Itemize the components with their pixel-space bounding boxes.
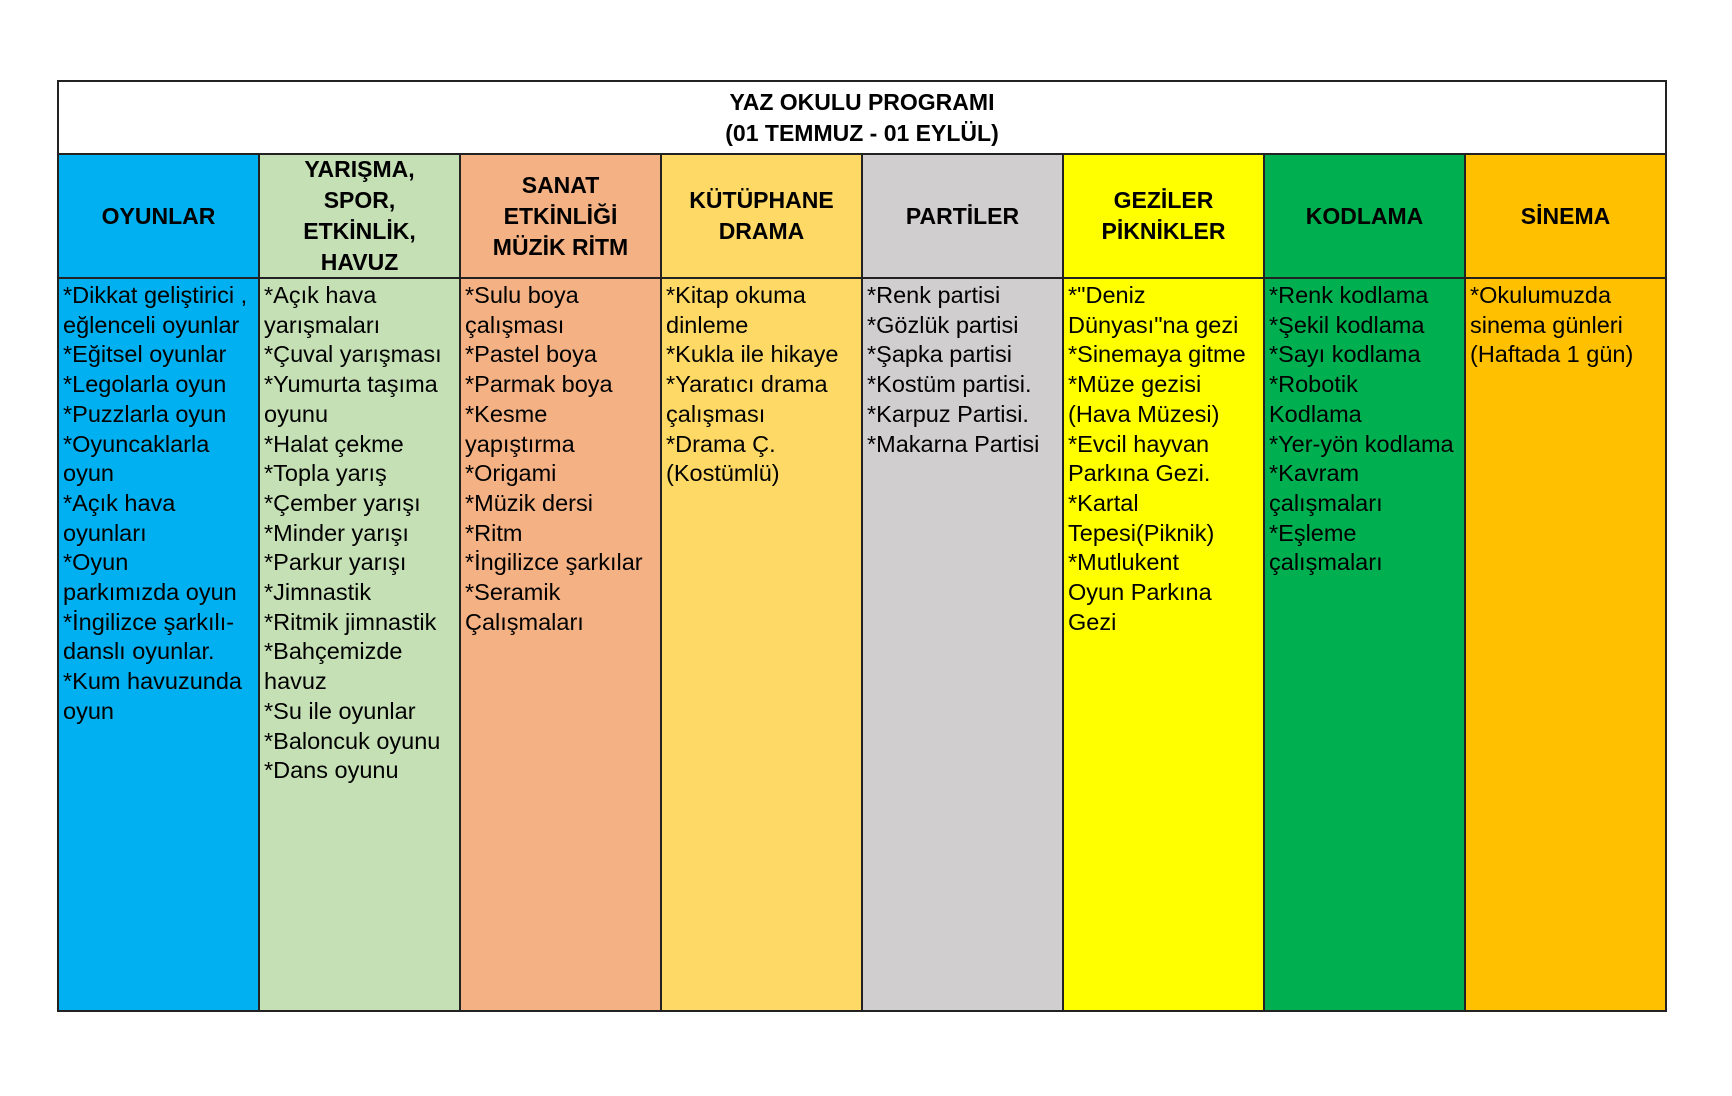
list-item: *Yaratıcı drama çalışması	[666, 371, 828, 427]
list-item: *Baloncuk oyunu	[264, 727, 441, 754]
list-item: *Çuval yarışması	[264, 341, 442, 368]
list-item: *Dans oyunu	[264, 757, 399, 784]
column-body	[1265, 279, 1464, 1010]
list-item: *Açık hava yarışmaları	[264, 282, 381, 338]
list-item: *Kesme yapıştırma	[465, 400, 575, 457]
list-item: *Halat çekme	[264, 430, 404, 457]
list-item: *Eşleme çalışmaları	[1269, 519, 1383, 576]
list-item: *"Deniz Dünyası"na gezi	[1068, 282, 1239, 338]
column-coding	[1265, 155, 1466, 1010]
list-item: *Makarna Partisi	[867, 430, 1040, 457]
column-header	[461, 155, 660, 279]
list-item: *Evcil hayvan Parkına Gezi.	[1068, 430, 1211, 487]
list-item: *Şapka partisi	[867, 341, 1012, 368]
column-body	[59, 279, 258, 1010]
column-header-label: OYUNLAR	[101, 202, 216, 229]
list-item: *Su ile oyunlar	[264, 697, 416, 724]
column-header-label: SANAT ETKİNLİĞİ MÜZİK RİTM	[492, 171, 629, 260]
column-header	[1265, 155, 1464, 279]
list-item: *Bahçemizde havuz	[264, 638, 403, 695]
column-header-label: SİNEMA	[1520, 202, 1611, 229]
column-body	[863, 279, 1062, 1010]
title-line-1: YAZ OKULU PROGRAMI	[729, 88, 995, 115]
column-header-label: YARIŞMA, SPOR, ETKİNLİK, HAVUZ	[303, 156, 416, 275]
list-item: *Karpuz Partisi.	[867, 400, 1029, 427]
activity-columns	[59, 155, 1665, 1010]
column-header	[260, 155, 459, 279]
list-item: *Yumurta taşıma oyunu	[264, 371, 438, 427]
list-item: *Çember yarışı	[264, 489, 421, 516]
list-item: *Gözlük partisi	[867, 311, 1019, 338]
list-item: *Renk partisi	[867, 282, 1001, 308]
column-body	[662, 279, 861, 1010]
column-art-music	[461, 155, 662, 1010]
column-header	[662, 155, 861, 279]
list-item: *Puzzlarla oyun	[63, 400, 227, 427]
list-item: *Müzik dersi	[465, 489, 593, 516]
list-item: *Parkur yarışı	[264, 549, 407, 576]
list-item: *Oyuncaklarla oyun	[63, 430, 210, 487]
column-library-drama	[662, 155, 863, 1010]
column-competitions-sports	[260, 155, 461, 1010]
list-item: *Yer-yön kodlama	[1269, 430, 1454, 457]
column-header	[1064, 155, 1263, 279]
list-item: *Jimnastik	[264, 579, 372, 606]
table-title	[59, 82, 1665, 155]
list-item: *Okulumuzda sinema günleri (Haftada 1 gün)	[1470, 282, 1634, 368]
column-header-label: GEZİLER PİKNİKLER	[1101, 187, 1226, 244]
list-item: *İngilizce şarkılı- danslı oyunlar.	[63, 608, 235, 665]
column-header	[863, 155, 1062, 279]
column-body	[260, 279, 459, 1010]
list-item: *Sinemaya gitme	[1068, 341, 1246, 368]
list-item: *Eğitsel oyunlar	[63, 341, 227, 368]
list-item: *Pastel boya	[465, 341, 597, 368]
column-parties	[863, 155, 1064, 1010]
list-item: *Ritmik jimnastik	[264, 608, 437, 635]
list-item: *Müze gezisi (Hava Müzesi)	[1068, 371, 1220, 427]
list-item: *Açık hava oyunları	[63, 489, 176, 546]
list-item: *Kukla ile hikaye	[666, 341, 839, 368]
list-item: *Topla yarış	[264, 460, 387, 487]
column-cinema	[1466, 155, 1665, 1010]
list-item: *Renk kodlama	[1269, 282, 1429, 308]
column-header-label: KÜTÜPHANE DRAMA	[689, 187, 834, 244]
column-games	[59, 155, 260, 1010]
column-header-label: KODLAMA	[1305, 202, 1424, 229]
list-item: *Kum havuzunda oyun	[63, 668, 242, 724]
column-header	[1466, 155, 1665, 279]
list-item: *Kavram çalışmaları	[1269, 460, 1383, 516]
list-item: *Seramik Çalışmaları	[465, 579, 584, 635]
column-body	[461, 279, 660, 1010]
list-item: *Legolarla oyun	[63, 371, 227, 398]
list-item: *Kitap okuma dinleme	[666, 282, 806, 338]
list-item: *Kostüm partisi.	[867, 371, 1032, 398]
title-line-2: (01 TEMMUZ - 01 EYLÜL)	[725, 119, 999, 146]
list-item: *Sulu boya çalışması	[465, 282, 579, 338]
column-body	[1064, 279, 1263, 1010]
summer-school-schedule-table	[57, 80, 1667, 1012]
list-item: *Ritm	[465, 519, 523, 546]
list-item: *Minder yarışı	[264, 519, 409, 546]
list-item: *Drama Ç. (Kostümlü)	[666, 430, 780, 487]
list-item: *Şekil kodlama	[1269, 311, 1425, 338]
column-trips-picnics	[1064, 155, 1265, 1010]
list-item: *Mutlukent Oyun Parkına Gezi	[1068, 549, 1212, 635]
list-item: *Sayı kodlama	[1269, 341, 1421, 368]
list-item: *Parmak boya	[465, 371, 613, 398]
list-item: *İngilizce şarkılar	[465, 549, 643, 576]
column-header-label: PARTİLER	[905, 202, 1020, 229]
list-item: *Dikkat geliştirici , eğlenceli oyunlar	[63, 282, 248, 338]
list-item: *Oyun parkımızda oyun	[63, 549, 237, 606]
column-body	[1466, 279, 1665, 1010]
list-item: *Kartal Tepesi(Piknik)	[1068, 489, 1215, 546]
list-item: *Origami	[465, 460, 557, 487]
list-item: *Robotik Kodlama	[1269, 371, 1362, 427]
column-header	[59, 155, 258, 279]
